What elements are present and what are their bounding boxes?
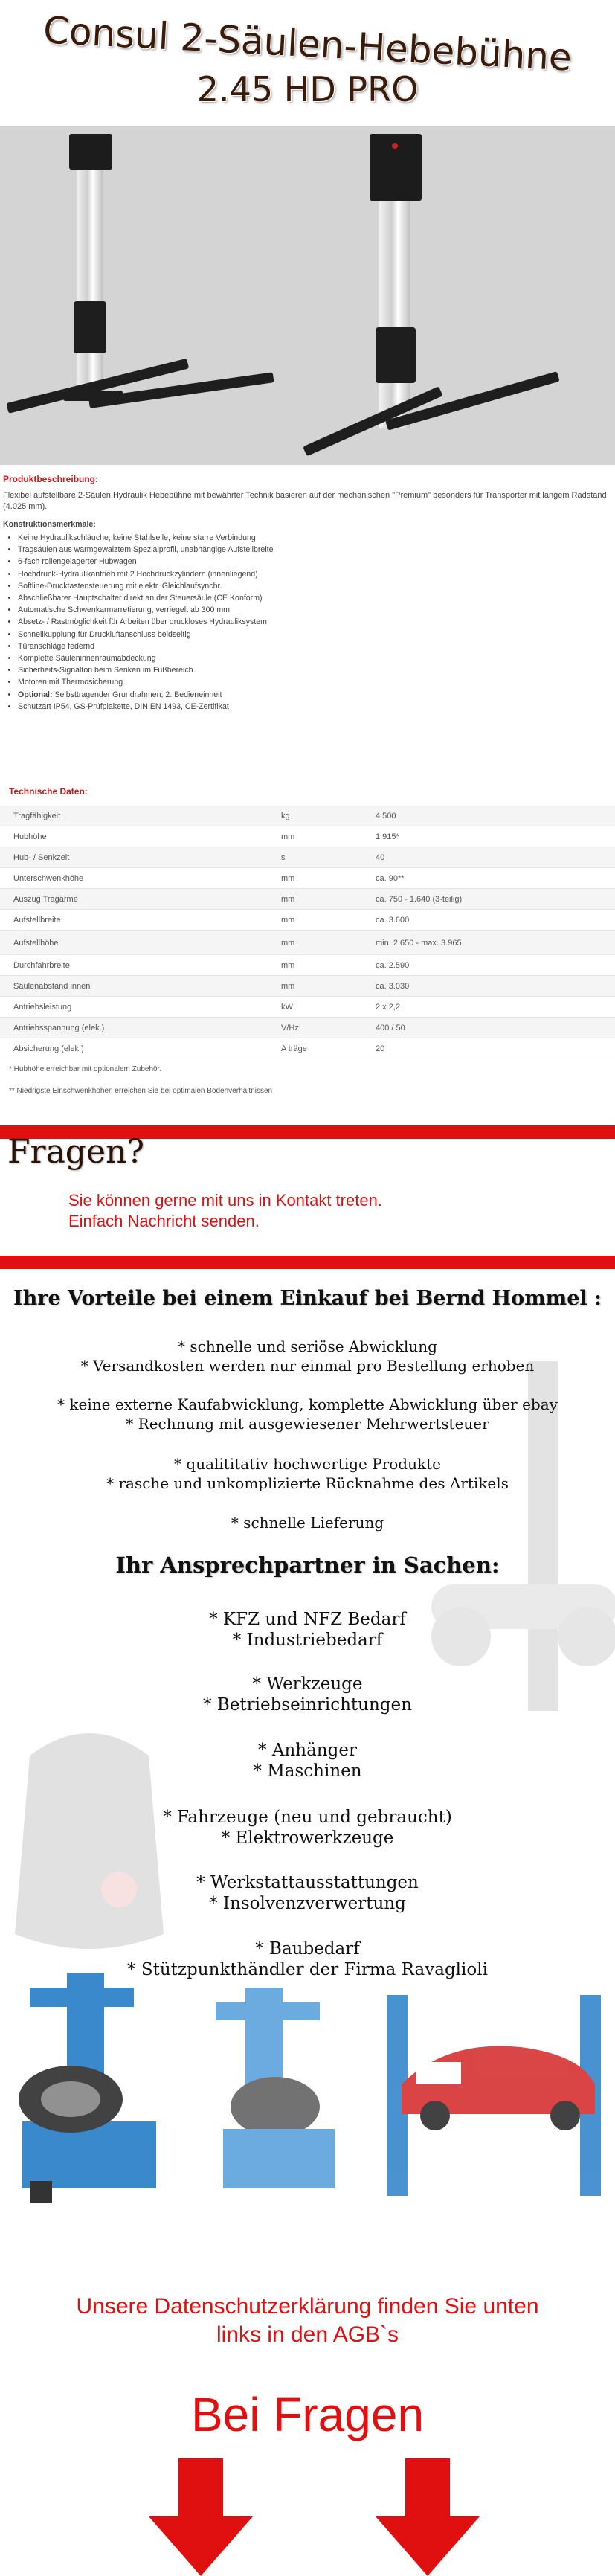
tech-unit: kW bbox=[281, 1003, 293, 1012]
contact-item: * Fahrzeuge (neu und gebraucht) bbox=[163, 1808, 452, 1827]
product-description bbox=[0, 474, 615, 713]
feature-item: • Optional: Selbsttragender Grundrahmen; 2. Bedieneinheit bbox=[18, 689, 615, 701]
tech-table bbox=[0, 806, 615, 1059]
tech-value: 40 bbox=[376, 853, 385, 862]
tech-row bbox=[0, 955, 615, 976]
fragen-text bbox=[68, 1190, 382, 1232]
advantage-item: * Versandkosten werden nur einmal pro Bestellung erhoben bbox=[80, 1357, 535, 1375]
fragen-line-1: Sie können gerne mit uns in Kontakt treten. bbox=[68, 1191, 382, 1210]
contact-item: * Insolvenzverwertung bbox=[209, 1894, 406, 1913]
feature-item: • Komplette Säuleninnenraumabdeckung bbox=[18, 652, 615, 664]
right-carriage bbox=[376, 327, 416, 383]
tech-value: ca. 750 - 1.640 (3-teilig) bbox=[376, 895, 463, 904]
left-base bbox=[63, 391, 123, 401]
privacy-line-2: links in den AGB`s bbox=[216, 2322, 399, 2347]
title-line2: 2.45 HD PRO bbox=[196, 69, 419, 109]
contact-item: * Maschinen bbox=[253, 1761, 362, 1781]
description-heading: Produktbeschreibung: bbox=[3, 474, 99, 484]
contact-item: * Stützpunkthändler der Firma Ravaglioli bbox=[127, 1960, 488, 1979]
tech-row bbox=[0, 910, 615, 931]
tech-note-2: ** Niedrigste Einschwenkhöhen erreichen Sie bei optimalen Bodenverhältnissen bbox=[9, 1087, 273, 1095]
tech-unit: mm bbox=[281, 982, 295, 991]
tech-label: Hubhöhe bbox=[13, 832, 47, 841]
left-post-cap bbox=[69, 134, 112, 170]
arrow-down-right-icon bbox=[376, 2458, 480, 2576]
contact-heading: Ihr Ansprechpartner in Sachen: bbox=[115, 1552, 500, 1578]
tech-row bbox=[0, 826, 615, 847]
feature-item: • Tragsäulen aus warmgewalztem Spezialprofil, unabhängige Aufstellbreite bbox=[18, 544, 615, 556]
advantage-item: * rasche und unkomplizierte Rücknahme des Artikels bbox=[106, 1474, 509, 1492]
feature-item: • 6-fach rollengelagerter Hubwagen bbox=[18, 556, 615, 568]
tech-unit: mm bbox=[281, 895, 295, 904]
arrow-down-left-icon bbox=[149, 2458, 253, 2576]
tech-label: Unterschwenkhöhe bbox=[13, 874, 84, 883]
tech-value: ca. 2.590 bbox=[376, 961, 410, 970]
tech-row bbox=[0, 889, 615, 910]
tech-label: Antriebsspannung (elek.) bbox=[13, 1024, 105, 1032]
machines-image bbox=[0, 1958, 615, 2218]
tech-row bbox=[0, 997, 615, 1018]
tech-unit: mm bbox=[281, 874, 295, 883]
feature-item: • Sicherheits-Signalton beim Senken im Fußbereich bbox=[18, 664, 615, 676]
tech-label: Tragfähigkeit bbox=[13, 812, 61, 820]
tech-row bbox=[0, 931, 615, 955]
tech-unit: mm bbox=[281, 939, 295, 948]
contact-item: * Werkzeuge bbox=[252, 1674, 363, 1694]
page-title bbox=[0, 8, 615, 112]
features-heading: Konstruktionsmerkmale: bbox=[3, 520, 96, 529]
contact-item: * KFZ und NFZ Bedarf bbox=[209, 1610, 406, 1629]
tech-value: 20 bbox=[376, 1044, 385, 1053]
tech-label: Aufstellhöhe bbox=[13, 939, 59, 948]
tech-heading: Technische Daten: bbox=[9, 786, 88, 797]
feature-item: • Keine Hydraulikschläuche, keine Stahlseile, keine starre Verbindung bbox=[18, 532, 615, 544]
tech-unit: mm bbox=[281, 916, 295, 925]
tech-unit: mm bbox=[281, 961, 295, 970]
tech-value: ca. 3.030 bbox=[376, 982, 410, 991]
tech-label: Hub- / Senkzeit bbox=[13, 853, 70, 862]
fragen-line-2: Einfach Nachricht senden. bbox=[68, 1212, 260, 1230]
tech-row bbox=[0, 1038, 615, 1059]
tech-unit: s bbox=[281, 853, 286, 862]
privacy-line-1: Unsere Datenschutzerklärung finden Sie unten bbox=[76, 2294, 539, 2319]
tech-unit: A träge bbox=[281, 1044, 307, 1053]
features-list bbox=[0, 532, 615, 713]
contact-item: * Anhänger bbox=[258, 1741, 357, 1760]
tech-unit: mm bbox=[281, 832, 295, 841]
title-line1: Consul 2-Säulen-Hebebühne bbox=[42, 8, 573, 80]
tech-value: 1.915* bbox=[376, 832, 399, 841]
advantage-item: * schnelle Lieferung bbox=[231, 1514, 384, 1532]
contact-item: * Baubedarf bbox=[255, 1939, 360, 1959]
tech-value: 400 / 50 bbox=[376, 1024, 405, 1032]
right-post-cap bbox=[370, 134, 422, 201]
advantage-item: * Rechnung mit ausgewiesener Mehrwertsteuer bbox=[126, 1415, 489, 1433]
product-image bbox=[0, 126, 615, 465]
feature-item: • Schnellkupplung für Druckluftanschluss beidseitig bbox=[18, 629, 615, 640]
tech-label: Absicherung (elek.) bbox=[13, 1044, 84, 1053]
bei-fragen-heading: Bei Fragen bbox=[190, 2388, 425, 2441]
privacy-notice bbox=[0, 2293, 615, 2349]
advantage-item: * qualititativ hochwertige Produkte bbox=[174, 1455, 441, 1473]
tech-value: min. 2.650 - max. 3.965 bbox=[376, 939, 462, 948]
contact-item: * Industriebedarf bbox=[232, 1631, 383, 1650]
tech-value: 2 x 2,2 bbox=[376, 1003, 401, 1012]
left-carriage bbox=[74, 301, 106, 353]
description-text: Flexibel aufstellbare 2-Säulen Hydraulik Hebebühne mit bewährter Technik basieren auf der mechanischen "Premium" besonders für Transporter mit langem Radstand (4.025 mm). bbox=[3, 491, 607, 511]
contact-item: * Elektrowerkzeuge bbox=[221, 1828, 394, 1848]
tech-row bbox=[0, 868, 615, 889]
tech-label: Durchfahrbreite bbox=[13, 961, 70, 970]
feature-item: • Abschließbarer Hauptschalter direkt an der Steuersäule (CE Konform) bbox=[18, 592, 615, 604]
tech-row bbox=[0, 976, 615, 997]
feature-item: • Hochdruck-Hydraulikantrieb mit 2 Hochdruckzylindern (innenliegend) bbox=[18, 568, 615, 580]
right-post-column bbox=[379, 201, 410, 428]
tech-label: Auszug Tragarme bbox=[13, 895, 78, 904]
tech-label: Säulenabstand innen bbox=[13, 982, 91, 991]
tech-value: 4.500 bbox=[376, 812, 396, 820]
right-arm-front bbox=[303, 386, 442, 456]
feature-item: • Motoren mit Thermosicherung bbox=[18, 676, 615, 688]
feature-item: • Automatische Schwenkarmarretierung, verriegelt ab 300 mm bbox=[18, 604, 615, 616]
advantage-item: * schnelle und seriöse Abwicklung bbox=[178, 1337, 437, 1355]
contact-item: * Werkstattausstattungen bbox=[196, 1873, 419, 1892]
contact-item: * Betriebseinrichtungen bbox=[203, 1695, 412, 1715]
tech-data bbox=[0, 783, 615, 1095]
tech-row bbox=[0, 1018, 615, 1038]
feature-item: • Schutzart IP54, GS-Prüfplakette, DIN EN 1493, CE-Zertifikat bbox=[18, 701, 615, 713]
advantage-item: * keine externe Kaufabwicklung, komplette Abwicklung über ebay bbox=[57, 1395, 558, 1413]
tech-note-1: * Hubhöhe erreichbar mit optionalem Zubehör. bbox=[9, 1065, 162, 1073]
tech-value: ca. 3.600 bbox=[376, 916, 410, 925]
feature-item: • Absetz- / Rastmöglichkeit für Arbeiten über druckloses Hydrauliksystem bbox=[18, 616, 615, 628]
advantages-heading: Ihre Vorteile bei einem Einkauf bei Bernd Hommel : bbox=[13, 1287, 602, 1310]
tech-label: Antriebsleistung bbox=[13, 1003, 72, 1012]
tech-row bbox=[0, 806, 615, 826]
red-divider-bottom bbox=[0, 1256, 615, 1269]
fragen-heading: Fragen? bbox=[7, 1133, 144, 1171]
feature-item: • Türanschläge federnd bbox=[18, 640, 615, 652]
tech-unit: kg bbox=[281, 812, 290, 820]
feature-item: • Softline-Drucktastensteuerung mit elektr. Gleichlaufsynchr. bbox=[18, 580, 615, 592]
tech-unit: V/Hz bbox=[281, 1024, 299, 1032]
left-post-column bbox=[77, 170, 103, 396]
tech-row bbox=[0, 847, 615, 868]
tech-value: ca. 90** bbox=[376, 874, 405, 883]
tech-label: Aufstellbreite bbox=[13, 916, 61, 925]
